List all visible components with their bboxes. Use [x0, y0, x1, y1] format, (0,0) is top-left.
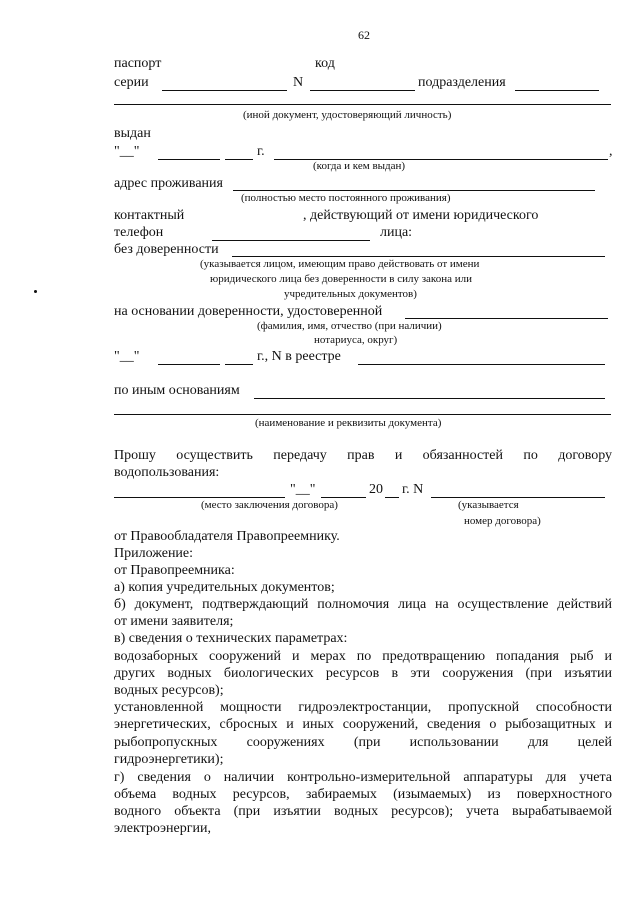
- appendix-item-g-line-4: электроэнергии,: [114, 821, 211, 836]
- proxy-caption-1: (фамилия, имя, отчество (при наличии): [257, 320, 442, 332]
- phone-field-line[interactable]: [212, 240, 370, 241]
- contract-number-caption-2: номер договора): [464, 515, 541, 527]
- appendix-item-g-line-3: водного объекта (при изъятии водных ресурсов); учета вырабатываемой: [114, 804, 612, 819]
- page-number: 62: [358, 28, 370, 42]
- subdivision-field-line[interactable]: [515, 90, 599, 91]
- issued-comma: ,: [609, 144, 613, 159]
- no-proxy-caption-3: учредительных документов): [284, 288, 417, 300]
- request-word: договору: [558, 448, 613, 463]
- request-word: по: [523, 448, 538, 463]
- contract-year-line[interactable]: [385, 497, 399, 498]
- request-line-2: водопользования:: [114, 465, 220, 480]
- proxy-year-line[interactable]: [225, 364, 253, 365]
- request-word: и: [394, 448, 403, 463]
- subdivision-label: подразделения: [418, 75, 506, 90]
- contract-month-line[interactable]: [321, 497, 366, 498]
- request-word: прав: [347, 448, 375, 463]
- appendix-from-successor: от Правопреемника:: [114, 563, 235, 578]
- series-field-line[interactable]: [162, 90, 287, 91]
- issued-caption: (когда и кем выдан): [313, 160, 406, 172]
- contract-year-suffix: г. N: [402, 482, 424, 497]
- appendix-p2-line-2: энергетических, сбросных и иных сооружений, сведения о рыбозащитных и: [114, 717, 612, 732]
- appendix-item-v: в) сведения о технических параметрах:: [114, 631, 348, 646]
- proxy-month-line[interactable]: [158, 364, 220, 365]
- contract-number-caption-1: (указывается: [458, 499, 519, 511]
- contract-number-field-line[interactable]: [431, 497, 605, 498]
- appendix-p2-line-3: рыбопропускных сооружениях (при использовании для целей: [114, 735, 612, 750]
- other-grounds-field-line-2[interactable]: [114, 414, 611, 415]
- appendix-p1-line-3: водных ресурсов);: [114, 683, 224, 698]
- no-proxy-label: без доверенности: [114, 242, 219, 257]
- other-document-field-line[interactable]: [114, 104, 611, 105]
- proxy-date-quote: "__": [114, 349, 140, 364]
- proxy-registry-text: г., N в реестре: [257, 349, 341, 364]
- issued-year-suffix: г.: [257, 144, 265, 159]
- no-proxy-field-line[interactable]: [232, 256, 605, 257]
- from-holder-to-successor: от Правообладателя Правопреемнику.: [114, 529, 340, 544]
- no-proxy-caption-1: (указывается лицом, имеющим право действовать от имени: [200, 258, 480, 270]
- scan-speck: [34, 290, 37, 293]
- number-sign: N: [293, 75, 304, 90]
- appendix-item-b-line-1: б) документ, подтверждающий полномочия лица на осуществление действий: [114, 597, 612, 612]
- request-word: обязанностей: [422, 448, 504, 463]
- proxy-notary-field-line[interactable]: [405, 318, 608, 319]
- acting-on-behalf-text: , действующий от имени юридического: [303, 208, 539, 223]
- appendix-p1-line-1: водозаборных сооружений и мерах по предотвращению попадания рыб и: [114, 649, 612, 664]
- address-label: адрес проживания: [114, 176, 223, 191]
- request-word: Прошу: [114, 448, 156, 463]
- proxy-registry-field-line[interactable]: [358, 364, 605, 365]
- code-label: код: [315, 56, 335, 71]
- other-grounds-label: по иным основаниям: [114, 383, 240, 398]
- passport-label: паспорт: [114, 56, 162, 71]
- contact-label: контактный: [114, 208, 185, 223]
- other-grounds-caption: (наименование и реквизиты документа): [255, 417, 442, 429]
- appendix-item-g-line-2: объема водных ресурсов, забираемых (изымаемых) из поверхностного: [114, 787, 612, 802]
- issued-year-line[interactable]: [225, 159, 253, 160]
- phone-label: телефон: [114, 225, 164, 240]
- request-line-1: [114, 448, 612, 464]
- proxy-label: на основании доверенности, удостоверенной: [114, 304, 383, 319]
- other-document-caption: (иной документ, удостоверяющий личность): [243, 109, 452, 121]
- legal-person-suffix: лица:: [380, 225, 413, 240]
- appendix-item-a: а) копия учредительных документов;: [114, 580, 335, 595]
- request-word: осуществить: [176, 448, 253, 463]
- appendix-p2-line-1: установленной мощности гидроэлектростанции, пропускной способности: [114, 700, 612, 715]
- address-field-line[interactable]: [233, 190, 595, 191]
- contract-date-quote: "__": [290, 482, 316, 497]
- appendix-p2-line-4: гидроэнергетики);: [114, 752, 224, 767]
- contract-place-field-line[interactable]: [114, 497, 285, 498]
- request-word: передачу: [273, 448, 327, 463]
- no-proxy-caption-2: юридического лица без доверенности в силу закона или: [210, 273, 473, 285]
- contract-place-caption: (место заключения договора): [201, 499, 338, 511]
- address-caption: (полностью место постоянного проживания): [241, 192, 451, 204]
- appendix-p1-line-2: других водных биологических ресурсов в эти сооружения (при изъятии: [114, 666, 612, 681]
- contract-year-prefix: 20: [369, 482, 383, 497]
- issued-label: выдан: [114, 126, 151, 141]
- appendix-item-g-line-1: г) сведения о наличии контрольно-измерительной аппаратуры для учета: [114, 770, 612, 785]
- appendix-item-b-line-2: от имени заявителя;: [114, 614, 234, 629]
- number-field-line[interactable]: [310, 90, 415, 91]
- series-label: серии: [114, 75, 149, 90]
- issued-month-line[interactable]: [158, 159, 220, 160]
- proxy-caption-2: нотариуса, округ): [314, 334, 398, 346]
- appendix-title: Приложение:: [114, 546, 194, 561]
- other-grounds-field-line[interactable]: [254, 398, 605, 399]
- issued-date-quote: "__": [114, 144, 140, 159]
